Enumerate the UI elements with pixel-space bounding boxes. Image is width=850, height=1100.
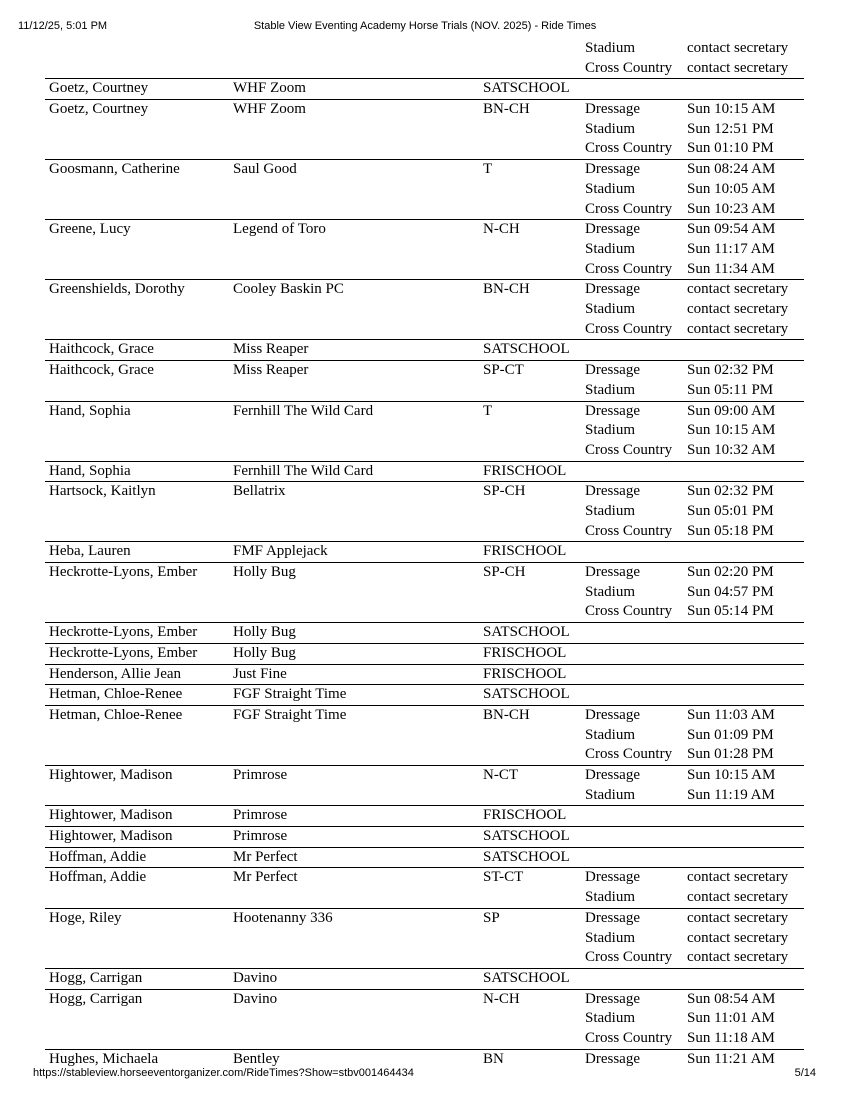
division: T <box>483 161 493 178</box>
horse-name: Mr Perfect <box>233 869 298 886</box>
ride-time: contact secretary <box>687 929 789 946</box>
phase-name: Dressage <box>585 221 640 238</box>
division: FRISCHOOL <box>483 665 567 682</box>
horse-name: Davino <box>233 969 278 986</box>
ride-time: Sun 10:05 AM <box>687 180 776 197</box>
ride-time: Sun 10:15 AM <box>687 422 776 439</box>
phase-name: Cross Country <box>585 441 673 458</box>
phase-name: Stadium <box>585 786 636 803</box>
ride-time: contact secretary <box>687 59 789 76</box>
table-row <box>45 563 804 623</box>
rider-name: Hoffman, Addie <box>49 869 147 886</box>
rider-name: Haithcock, Grace <box>49 362 154 379</box>
ride-time: Sun 11:17 AM <box>687 240 775 257</box>
division: FRISCHOOL <box>483 644 567 661</box>
horse-name: Saul Good <box>233 161 297 178</box>
table-row <box>45 340 804 361</box>
table-row <box>45 685 804 706</box>
horse-name: Mr Perfect <box>233 848 298 865</box>
ride-time: Sun 05:14 PM <box>687 603 774 620</box>
ride-time: Sun 10:32 AM <box>687 441 776 458</box>
rider-name: Greenshields, Dorothy <box>49 281 185 298</box>
ride-time: contact secretary <box>687 869 789 886</box>
ride-time: Sun 05:01 PM <box>687 503 774 519</box>
division: SATSCHOOL <box>483 624 570 641</box>
phase-name: Cross Country <box>585 320 673 337</box>
ride-time: Sun 10:15 AM <box>687 767 776 784</box>
table-row <box>45 848 804 869</box>
ride-time: Sun 08:24 AM <box>687 161 776 178</box>
ride-time: contact secretary <box>687 889 789 906</box>
division: N-CT <box>483 767 518 784</box>
ride-time: Sun 05:18 PM <box>687 522 774 539</box>
phase-name: Cross Country <box>585 200 673 217</box>
table-row <box>45 868 804 908</box>
ride-time: Sun 02:32 PM <box>687 362 774 379</box>
horse-name: Miss Reaper <box>233 341 309 358</box>
ride-time: Sun 04:57 PM <box>687 583 774 600</box>
horse-name: Primrose <box>233 767 288 784</box>
horse-name: Miss Reaper <box>233 362 309 379</box>
ride-time: Sun 11:19 AM <box>687 786 775 803</box>
phase-name: Stadium <box>585 240 636 257</box>
rider-name: Heckrotte-Lyons, Ember <box>49 644 198 661</box>
ride-time: Sun 01:09 PM <box>687 726 774 743</box>
division: SATSCHOOL <box>483 341 570 358</box>
ride-time: Sun 08:54 AM <box>687 990 776 1007</box>
horse-name: Bellatrix <box>233 483 286 500</box>
ride-time: contact secretary <box>687 281 789 298</box>
ride-time: contact secretary <box>687 320 789 337</box>
table-row <box>45 402 804 462</box>
phase-name: Stadium <box>585 726 636 743</box>
table-row <box>45 542 804 563</box>
phase-name: Stadium <box>585 929 636 946</box>
division: SP-CT <box>483 362 524 379</box>
phase-name: Stadium <box>585 503 636 519</box>
table-row <box>45 280 804 340</box>
ride-time: Sun 11:34 AM <box>687 260 775 277</box>
rider-name: Hoffman, Addie <box>49 848 147 865</box>
horse-name: Bentley <box>233 1050 280 1067</box>
phase-name: Stadium <box>585 301 636 318</box>
ride-time: Sun 09:54 AM <box>687 221 776 238</box>
rider-name: Heba, Lauren <box>49 543 131 560</box>
division: BN-CH <box>483 706 530 723</box>
horse-name: WHF Zoom <box>233 101 306 118</box>
rider-name: Hightower, Madison <box>49 807 173 824</box>
ride-time: Sun 09:00 AM <box>687 402 776 419</box>
rider-name: Hand, Sophia <box>49 402 131 419</box>
phase-name: Cross Country <box>585 59 673 76</box>
phase-name: Stadium <box>585 583 636 600</box>
division: ST-CT <box>483 869 524 886</box>
horse-name: WHF Zoom <box>233 80 306 97</box>
ride-time: Sun 01:10 PM <box>687 140 774 157</box>
division: FRISCHOOL <box>483 807 567 824</box>
phase-name: Stadium <box>585 889 636 906</box>
table-row <box>45 969 804 990</box>
horse-name: Legend of Toro <box>233 221 326 238</box>
print-header <box>0 20 850 36</box>
table-row <box>45 766 804 806</box>
ride-time: contact secretary <box>687 301 789 318</box>
phase-name: Cross Country <box>585 522 673 539</box>
rider-name: Hand, Sophia <box>49 462 131 479</box>
horse-name: Just Fine <box>233 665 287 682</box>
rider-name: Hightower, Madison <box>49 828 173 845</box>
ride-time: Sun 02:20 PM <box>687 564 774 581</box>
page-number: 5/14 <box>794 1067 816 1079</box>
phase-name: Dressage <box>585 402 640 419</box>
ride-time: Sun 12:51 PM <box>687 120 774 137</box>
ride-time: Sun 02:32 PM <box>687 483 774 500</box>
ride-time: contact secretary <box>687 949 789 966</box>
phase-name: Stadium <box>585 422 636 439</box>
table-row <box>45 462 804 483</box>
ride-time: Sun 10:23 AM <box>687 200 776 217</box>
phase-name: Cross Country <box>585 140 673 157</box>
phase-name: Stadium <box>585 1010 636 1027</box>
phase-name: Stadium <box>585 180 636 197</box>
ride-time: Sun 01:28 PM <box>687 746 774 763</box>
rider-name: Heckrotte-Lyons, Ember <box>49 624 198 641</box>
phase-name: Stadium <box>585 40 636 56</box>
phase-name: Dressage <box>585 483 640 500</box>
phase-name: Dressage <box>585 706 640 723</box>
phase-name: Stadium <box>585 381 636 398</box>
phase-name: Dressage <box>585 909 640 926</box>
rider-name: Henderson, Allie Jean <box>49 665 182 682</box>
horse-name: Primrose <box>233 828 288 845</box>
table-row <box>45 100 804 160</box>
phase-name: Dressage <box>585 990 640 1007</box>
phase-name: Dressage <box>585 1050 640 1067</box>
table-row <box>45 644 804 665</box>
rider-name: Hightower, Madison <box>49 767 173 784</box>
division: SATSCHOOL <box>483 686 570 703</box>
table-row <box>45 909 804 969</box>
division: SATSCHOOL <box>483 828 570 845</box>
ride-time: Sun 11:18 AM <box>687 1030 775 1047</box>
division: SP <box>483 909 500 926</box>
division: SATSCHOOL <box>483 969 570 986</box>
horse-name: Primrose <box>233 807 288 824</box>
page-title: Stable View Eventing Academy Horse Trials (NOV. 2025) - Ride Times <box>253 20 597 32</box>
table-row <box>45 806 804 827</box>
table-row <box>45 706 804 766</box>
rider-name: Goosmann, Catherine <box>49 161 180 178</box>
rider-name: Hogg, Carrigan <box>49 969 143 986</box>
table-row <box>45 39 804 79</box>
phase-name: Stadium <box>585 120 636 137</box>
ride-time: contact secretary <box>687 40 789 56</box>
phase-name: Dressage <box>585 362 640 379</box>
table-row <box>45 623 804 644</box>
rider-name: Hetman, Chloe-Renee <box>49 686 183 703</box>
ride-time: Sun 11:03 AM <box>687 706 775 723</box>
horse-name: Holly Bug <box>233 564 296 581</box>
phase-name: Dressage <box>585 564 640 581</box>
horse-name: Hootenanny 336 <box>233 909 333 926</box>
table-row <box>45 482 804 542</box>
table-row <box>45 361 804 401</box>
horse-name: Fernhill The Wild Card <box>233 462 374 479</box>
rider-name: Hartsock, Kaitlyn <box>49 483 156 500</box>
rider-name: Hughes, Michaela <box>49 1050 159 1067</box>
ride-time: Sun 11:21 AM <box>687 1050 775 1067</box>
horse-name: FGF Straight Time <box>233 706 347 723</box>
phase-name: Cross Country <box>585 603 673 620</box>
division: N-CH <box>483 221 520 238</box>
ride-time: Sun 11:01 AM <box>687 1010 775 1027</box>
ride-time: Sun 10:15 AM <box>687 101 776 118</box>
division: SP-CH <box>483 483 526 500</box>
table-row <box>45 990 804 1050</box>
division: N-CH <box>483 990 520 1007</box>
table-row <box>45 160 804 220</box>
rider-name: Hoge, Riley <box>49 909 122 926</box>
division: SP-CH <box>483 564 526 581</box>
division: BN <box>483 1050 504 1067</box>
horse-name: FGF Straight Time <box>233 686 347 703</box>
rider-name: Goetz, Courtney <box>49 101 149 118</box>
phase-name: Dressage <box>585 869 640 886</box>
phase-name: Dressage <box>585 767 640 784</box>
table-row <box>45 220 804 280</box>
division: T <box>483 402 493 419</box>
horse-name: Davino <box>233 990 278 1007</box>
rider-name: Hogg, Carrigan <box>49 990 143 1007</box>
division: SATSCHOOL <box>483 848 570 865</box>
division: FRISCHOOL <box>483 543 567 560</box>
phase-name: Dressage <box>585 281 640 298</box>
phase-name: Cross Country <box>585 1030 673 1047</box>
division: BN-CH <box>483 281 530 298</box>
horse-name: FMF Applejack <box>233 543 328 560</box>
division: SATSCHOOL <box>483 80 570 97</box>
phase-name: Cross Country <box>585 260 673 277</box>
phase-name: Dressage <box>585 161 640 178</box>
print-datetime: 11/12/25, 5:01 PM <box>18 20 108 32</box>
table-row <box>45 827 804 848</box>
rider-name: Hetman, Chloe-Renee <box>49 706 183 723</box>
horse-name: Fernhill The Wild Card <box>233 402 374 419</box>
table-row <box>45 665 804 686</box>
ride-time: Sun 05:11 PM <box>687 381 774 398</box>
print-footer <box>0 1067 850 1083</box>
rider-name: Greene, Lucy <box>49 221 131 238</box>
horse-name: Holly Bug <box>233 624 296 641</box>
page-url: https://stableview.horseeventorganizer.com/RideTimes?Show=stbv001464434 <box>33 1067 414 1079</box>
division: BN-CH <box>483 101 530 118</box>
ride-times-table <box>45 39 804 1069</box>
table-row <box>45 79 804 100</box>
horse-name: Cooley Baskin PC <box>233 281 344 298</box>
horse-name: Holly Bug <box>233 644 296 661</box>
phase-name: Cross Country <box>585 949 673 966</box>
ride-time: contact secretary <box>687 909 789 926</box>
rider-name: Haithcock, Grace <box>49 341 154 358</box>
phase-name: Cross Country <box>585 746 673 763</box>
rider-name: Heckrotte-Lyons, Ember <box>49 564 198 581</box>
phase-name: Dressage <box>585 101 640 118</box>
division: FRISCHOOL <box>483 462 567 479</box>
rider-name: Goetz, Courtney <box>49 80 149 97</box>
